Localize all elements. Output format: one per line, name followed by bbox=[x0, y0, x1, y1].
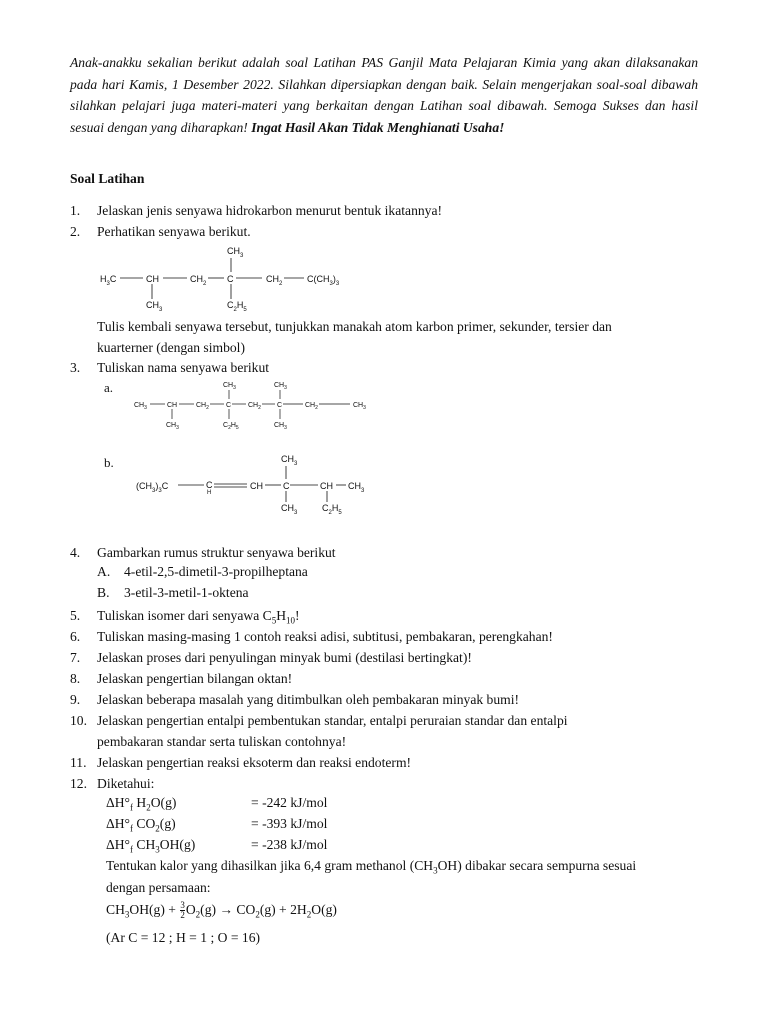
question-6 bbox=[70, 627, 553, 647]
structure-q2 bbox=[98, 242, 368, 321]
item-text: 4-etil-2,5-dimetil-3-propilheptana bbox=[124, 564, 308, 579]
question-text: Tuliskan nama senyawa berikut bbox=[97, 360, 270, 375]
svg-text:CH: CH bbox=[250, 481, 263, 491]
svg-text:CH3: $CH_3$ bbox=[223, 382, 236, 391]
atom-bottom-ch3: $CH_3$ bbox=[146, 300, 163, 313]
question-text: Tuliskan masing-masing 1 contoh reaksi adisi, subtitusi, pembakaran, perengkahan! bbox=[97, 629, 553, 644]
svg-text:CH2: $CH_2$ bbox=[305, 402, 318, 411]
question-12 bbox=[70, 774, 154, 794]
question-number: 7. bbox=[70, 650, 81, 665]
svg-text:CH2: $CH_2$ bbox=[248, 402, 261, 411]
section-heading: Soal Latihan bbox=[70, 171, 145, 186]
question-2-continuation-1: Tulis kembali senyawa tersebut, tunjukkan manakah atom karbon primer, sekunder, tersier dan bbox=[97, 319, 612, 334]
question-number: 8. bbox=[70, 671, 81, 686]
question-number: 12. bbox=[70, 776, 87, 791]
question-2 bbox=[70, 222, 251, 242]
item-label-a: a. bbox=[104, 380, 114, 395]
question-text: Jelaskan pengertian reaksi eksoterm dan reaksi endoterm! bbox=[97, 755, 412, 770]
svg-text:CH3: $CH_3$ bbox=[274, 422, 287, 431]
question-number: 3. bbox=[70, 360, 81, 375]
svg-text:CH3: $CH_3$ bbox=[353, 402, 366, 411]
enthalpy-row-ch3oh: $\Delta H^\circ_f$ $CH_3OH(g)$ bbox=[106, 837, 196, 855]
reaction-equation: $CH_3OH(g)$ + $\frac{3}{2}$ $O_2(g) \to CO_2(g) + 2H_2O(g)$ bbox=[106, 900, 337, 920]
svg-text:CH3: $CH_3$ bbox=[281, 503, 298, 516]
item-label-b: b. bbox=[104, 455, 114, 470]
svg-text:CH3: $CH_3$ bbox=[348, 481, 365, 494]
question-8 bbox=[70, 669, 292, 689]
question-4-item-a bbox=[97, 564, 308, 580]
question-10-continuation: pembakaran standar serta tuliskan contohnya! bbox=[97, 734, 347, 749]
svg-text:CH3: $CH_3$ bbox=[166, 422, 179, 431]
item-letter: A. bbox=[97, 564, 111, 579]
question-number: 5. bbox=[70, 608, 81, 623]
question-number: 9. bbox=[70, 692, 81, 707]
fraction: $\frac{3}{2}$ bbox=[180, 900, 185, 920]
question-1 bbox=[70, 201, 442, 221]
svg-text:C: C bbox=[206, 480, 213, 490]
question-4 bbox=[70, 543, 336, 563]
enthalpy-value-co2: = -393 kJ/mol bbox=[251, 816, 328, 831]
atom-ch2: $CH_2$ bbox=[190, 274, 207, 287]
enthalpy-value-ch3oh: = -238 kJ/mol bbox=[251, 837, 328, 852]
svg-text:C2H5: $C_2H_5$ bbox=[322, 503, 342, 516]
atomic-mass-note: (Ar C = 12 ; H = 1 ; O = 16) bbox=[106, 930, 261, 945]
question-4-item-b bbox=[97, 585, 249, 601]
enthalpy-row-co2: $\Delta H^\circ_f$ $CO_2(g)$ bbox=[106, 816, 176, 834]
atom-top-ch3: $CH_3$ bbox=[227, 246, 244, 259]
svg-text:C2H5: $C_2H_5$ bbox=[223, 422, 239, 431]
question-text: Tuliskan isomer dari senyawa C bbox=[97, 608, 272, 623]
question-number: 10. bbox=[70, 713, 87, 728]
question-12-continuation-1: Tentukan kalor yang dihasilkan jika 6,4 gram methanol $(CH_3OH)$ dibakar secara sempurna sesuai bbox=[106, 858, 637, 876]
svg-text:CH: CH bbox=[320, 481, 333, 491]
atom-ch2: $CH_2$ bbox=[266, 274, 283, 287]
question-text: Diketahui: bbox=[97, 776, 155, 791]
svg-text:CH3: $CH_3$ bbox=[281, 454, 298, 467]
svg-text:C: C bbox=[226, 402, 232, 409]
question-text: Jelaskan jenis senyawa hidrokarbon menurut bentuk ikatannya! bbox=[97, 203, 443, 218]
enthalpy-value-h2o: = -242 kJ/mol bbox=[251, 795, 328, 810]
question-number: 4. bbox=[70, 545, 81, 560]
question-number: 1. bbox=[70, 203, 81, 218]
svg-text:CH3: $CH_3$ bbox=[134, 402, 147, 411]
svg-text:CH3: $CH_3$ bbox=[274, 382, 287, 391]
atom-c: C bbox=[227, 274, 234, 284]
question-9 bbox=[70, 690, 519, 710]
svg-text:C: C bbox=[283, 481, 290, 491]
item-letter: B. bbox=[97, 585, 110, 600]
svg-text:C: C bbox=[277, 402, 283, 409]
question-3 bbox=[70, 358, 269, 378]
structure-q3a bbox=[132, 378, 382, 437]
atom-cch3-3: $C(CH_3)_3$ bbox=[307, 274, 340, 287]
atom-bottom-c2h5: $C_2H_5$ bbox=[227, 300, 247, 313]
question-text: Jelaskan beberapa masalah yang ditimbulkan oleh pembakaran minyak bumi! bbox=[97, 692, 520, 707]
intro-paragraph bbox=[70, 52, 698, 138]
svg-text:(CH3)3C: $(CH_3)_3C$ bbox=[136, 481, 169, 494]
atom-ch: CH bbox=[146, 274, 159, 284]
svg-text:CH2: $CH_2$ bbox=[196, 402, 209, 411]
question-text: Jelaskan pengertian entalpi pembentukan standar, entalpi peruraian standar dan entalpi bbox=[97, 713, 568, 728]
question-text: Perhatikan senyawa berikut. bbox=[97, 224, 251, 239]
enthalpy-row-h2o: $\Delta H^\circ_f$ $H_2O(g)$ bbox=[106, 795, 177, 813]
svg-text:H: H bbox=[207, 490, 212, 496]
intro-emphasis: Ingat Hasil Akan Tidak Menghianati Usaha! bbox=[251, 119, 505, 135]
svg-text:CH: CH bbox=[167, 402, 178, 409]
question-number: 11. bbox=[70, 755, 87, 770]
question-11 bbox=[70, 753, 411, 773]
question-text: Gambarkan rumus struktur senyawa berikut bbox=[97, 545, 336, 560]
structure-q3b bbox=[134, 451, 364, 520]
atom-h3c: $H_3C$ bbox=[100, 274, 117, 287]
question-10 bbox=[70, 711, 568, 731]
item-text: 3-etil-3-metil-1-oktena bbox=[124, 585, 249, 600]
question-2-continuation-2: kuarterner (dengan simbol) bbox=[97, 340, 245, 355]
question-text: Jelaskan proses dari penyulingan minyak bumi (destilasi bertingkat)! bbox=[97, 650, 472, 665]
question-5: 5. Tuliskan isomer dari senyawa $C_5H_{10}$! bbox=[70, 608, 300, 626]
question-12-continuation-2: dengan persamaan: bbox=[106, 880, 211, 895]
question-7 bbox=[70, 648, 472, 668]
question-number: 2. bbox=[70, 224, 81, 239]
question-text: Jelaskan pengertian bilangan oktan! bbox=[97, 671, 293, 686]
question-number: 6. bbox=[70, 629, 81, 644]
intro-text: Anak-anakku sekalian berikut adalah soal Latihan PAS Ganjil Mata Pelajaran Kimia yang akan dilaksanakan pada hari Kamis, 1 Desember 2022. Silahkan dipersiapkan dengan baik. Selain mengerjakan soal-soal dibawah silahkan pelajari juga materi-materi yang berkaitan dengan Latihan soal dibawah. Semoga Sukses dan hasil sesuai dengan yang diharapkan! bbox=[70, 55, 698, 135]
